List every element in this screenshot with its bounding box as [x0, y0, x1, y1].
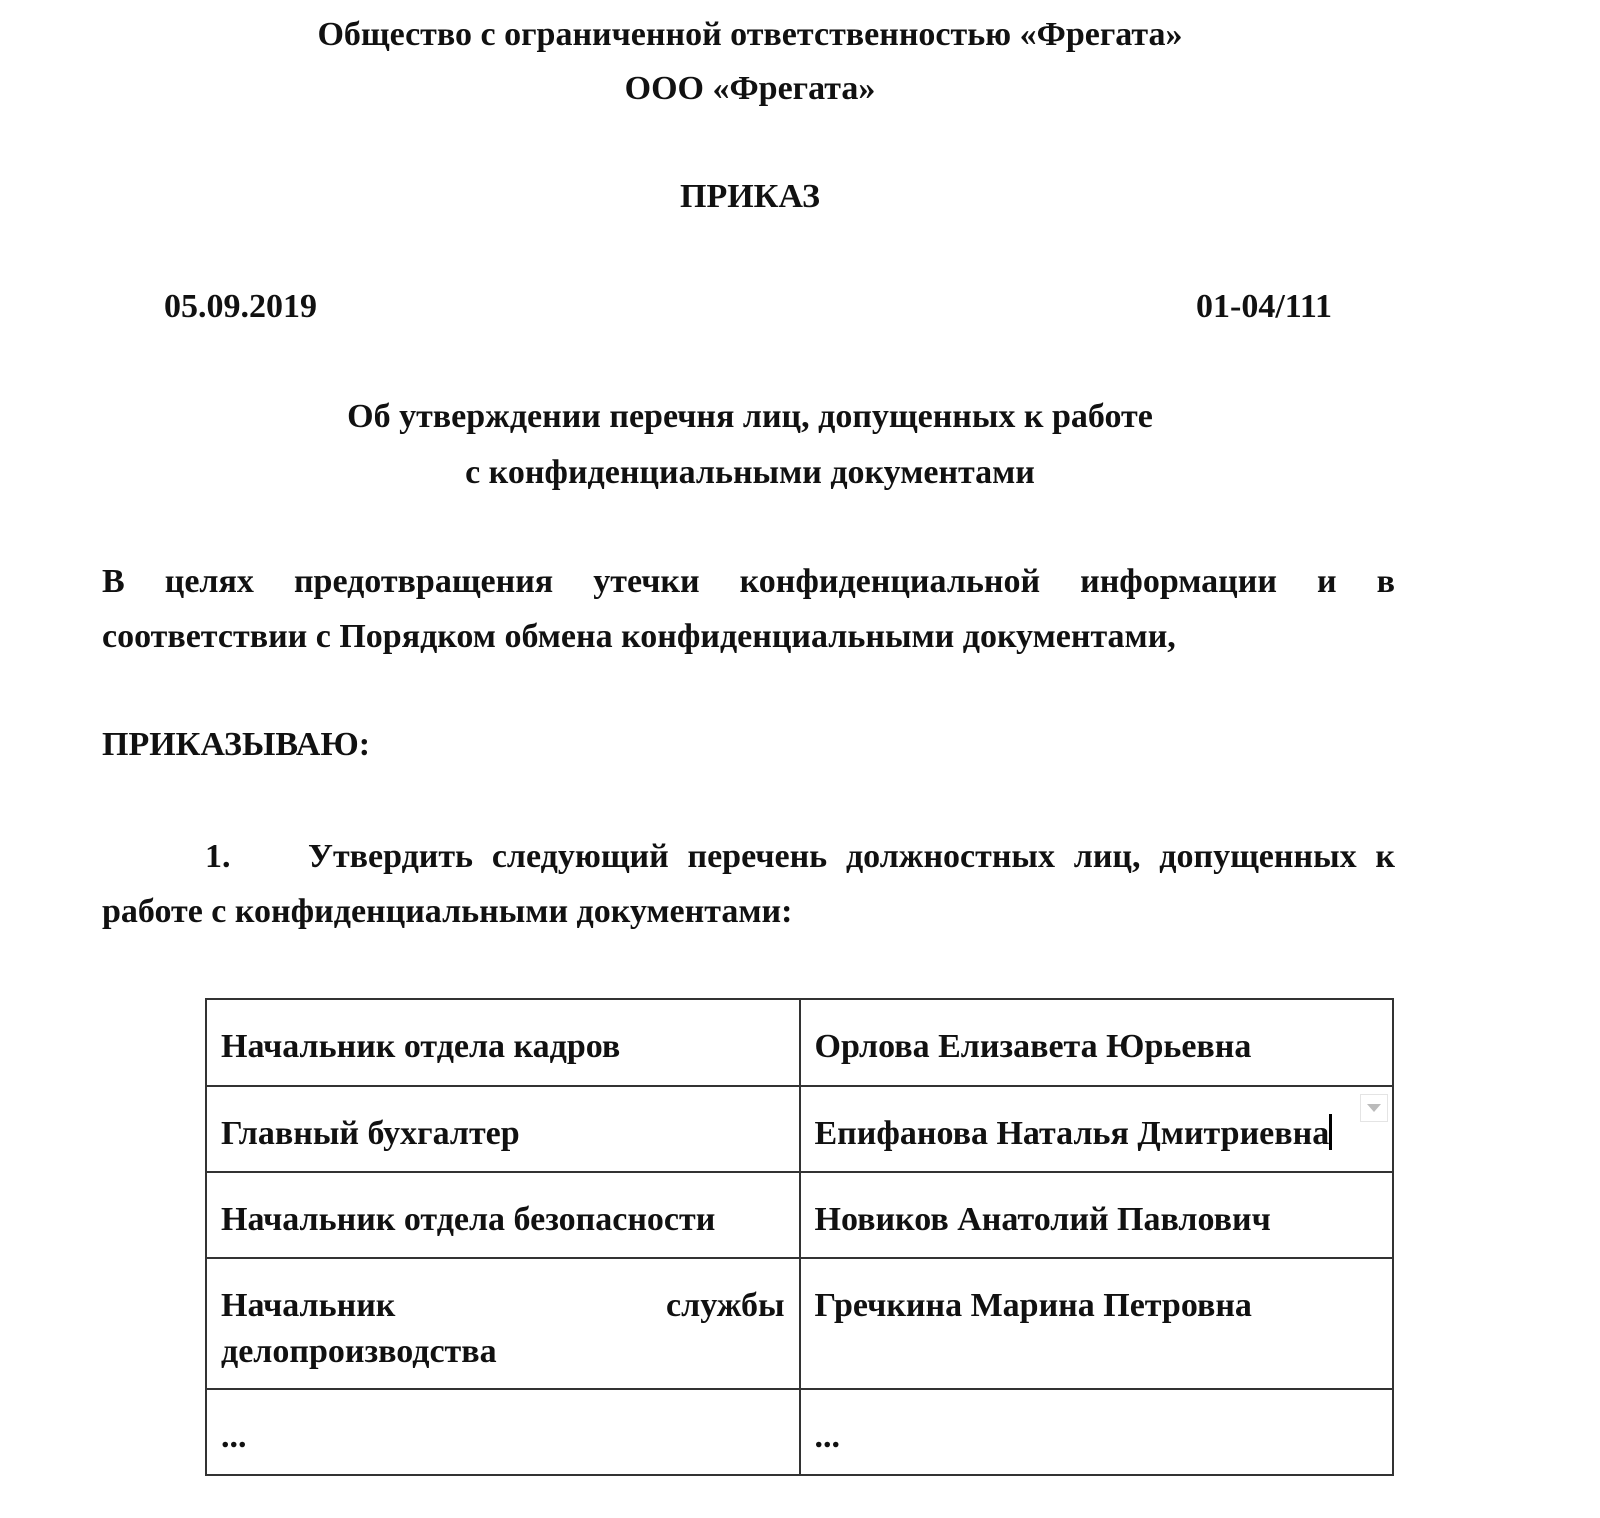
- item1-line-1: Утвердить следующий перечень должностных лиц, допущенных к: [308, 838, 1395, 875]
- name-cell[interactable]: ...: [800, 1389, 1394, 1475]
- text-cursor: [1329, 1114, 1332, 1150]
- personnel-table: [205, 998, 1394, 1476]
- dropdown-arrow-icon[interactable]: [1360, 1094, 1388, 1122]
- document-date: 05.09.2019: [164, 288, 317, 325]
- position-cell[interactable]: Начальник отдела кадров: [206, 999, 800, 1086]
- preamble-line-2: соответствии с Порядком обмена конфиденциальными документами,: [102, 618, 1176, 655]
- document-number: 01-04/111: [1196, 288, 1333, 325]
- item-number: 1.: [205, 838, 231, 875]
- position-cell[interactable]: Начальник отдела безопасности: [206, 1172, 800, 1258]
- table-row: [206, 1086, 1393, 1172]
- position-cell[interactable]: Главный бухгалтер: [206, 1086, 800, 1172]
- name-cell[interactable]: [800, 1086, 1394, 1172]
- name-cell[interactable]: Орлова Елизавета Юрьевна: [800, 999, 1394, 1086]
- table-row: [206, 1258, 1393, 1389]
- org-full-name: Общество с ограниченной ответственностью «Фрегата»: [317, 16, 1183, 53]
- table-row: [206, 1172, 1393, 1258]
- name-cell[interactable]: Новиков Анатолий Павлович: [800, 1172, 1394, 1258]
- name-text: Епифанова Наталья Дмитриевна: [814, 1115, 1330, 1152]
- subject-line-2: с конфиденциальными документами: [465, 454, 1035, 491]
- document-title: ПРИКАЗ: [680, 178, 820, 215]
- org-short-name: ООО «Фрегата»: [624, 70, 876, 107]
- position-cell[interactable]: ...: [206, 1389, 800, 1475]
- table-row: [206, 999, 1393, 1086]
- position-cell[interactable]: Начальник службы делопроизводства: [206, 1258, 800, 1389]
- preamble-line-1: В целях предотвращения утечки конфиденциальной информации и в: [102, 563, 1395, 600]
- item1-line-2: работе с конфиденциальными документами:: [102, 893, 793, 930]
- order-word: ПРИКАЗЫВАЮ:: [102, 726, 371, 763]
- name-cell[interactable]: Гречкина Марина Петровна: [800, 1258, 1394, 1389]
- table-row: [206, 1389, 1393, 1475]
- subject-line-1: Об утверждении перечня лиц, допущенных к работе: [347, 398, 1153, 435]
